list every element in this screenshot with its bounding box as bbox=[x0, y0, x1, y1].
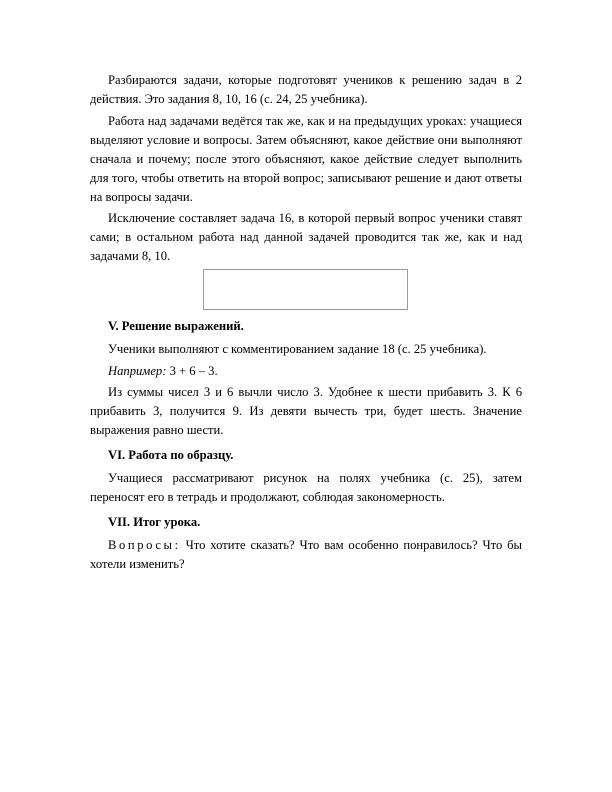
paragraph-pattern-work: Учащиеся рассматривают рисунок на полях учебника (с. 25), затем переносят его в тетрадь и продолжают, соблюдая закономерность. bbox=[90, 471, 522, 504]
example-label: Например: bbox=[108, 363, 167, 378]
section-heading-6: VI. Работа по образцу. bbox=[108, 448, 234, 462]
questions-label: Вопросы: bbox=[108, 538, 181, 552]
example-expression: 3 + 6 – 3. bbox=[169, 363, 218, 378]
document-page bbox=[90, 71, 522, 577]
paragraph-task-16: Исключение составляет задача 16, в которой первый вопрос ученики ставят сами; в остальном работа над данной задачей проводится так же, как и над задачами 8, 10. bbox=[90, 211, 522, 263]
paragraph-tasks-intro: Разбираются задачи, которые подготовят учеников к решению задач в 2 действия. Это задания 8, 10, 16 (с. 24, 25 учебника). bbox=[90, 73, 522, 106]
paragraph-questions bbox=[90, 536, 522, 574]
paragraph-example-explanation: Из суммы чисел 3 и 6 вычли число 3. Удобнее к шести прибавить 3. К 6 прибавить 3, получится 9. Из девяти вычесть три, будет шесть. Значение выражения равно шести. bbox=[90, 385, 522, 437]
questions-text: Что хотите сказать? Что вам особенно понравилось? Что бы хотели изменить? bbox=[90, 538, 523, 571]
empty-frame bbox=[203, 269, 408, 310]
paragraph-example bbox=[90, 362, 522, 381]
section-heading-5: V. Решение выражений. bbox=[108, 319, 244, 333]
section-heading-7: VII. Итог урока. bbox=[108, 515, 201, 529]
paragraph-expressions: Ученики выполняют с комментированием задание 18 (с. 25 учебника). bbox=[108, 342, 487, 356]
paragraph-task-work: Работа над задачами ведётся так же, как и на предыдущих уроках: учащиеся выделяют условие и вопросы. Затем объясняют, какое действие они выполняют сначала и почему; после этого объясняют, какое действие следует выполнить для того, чтобы ответить на второй вопрос; записывают решение и дают ответы на вопросы задачи. bbox=[90, 113, 522, 204]
